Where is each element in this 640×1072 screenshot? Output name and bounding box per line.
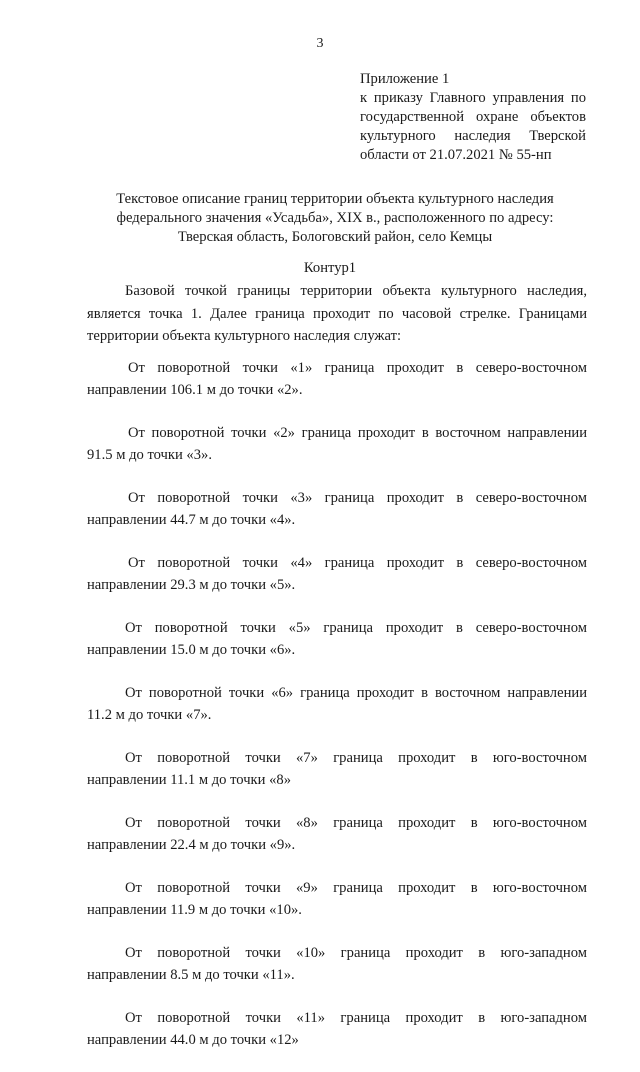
segment-line: От поворотной точки «11» граница проходит в юго-западном bbox=[125, 1009, 587, 1026]
segment-line: направлении 8.5 м до точки «11». bbox=[87, 967, 295, 983]
segment-line: направлении 22.4 м до точки «9». bbox=[87, 837, 296, 853]
segment-line: От поворотной точки «2» граница проходит в восточном направлении bbox=[128, 424, 587, 441]
boundary-segment bbox=[87, 747, 587, 792]
segment-line: направлении 11.9 м до точки «10». bbox=[87, 902, 302, 918]
intro-paragraph bbox=[87, 280, 587, 348]
contour-heading: Контур1 bbox=[303, 260, 357, 276]
segment-line: направлении 11.1 м до точки «8» bbox=[87, 772, 291, 788]
boundary-segment bbox=[87, 812, 587, 857]
segment-line: От поворотной точки «1» граница проходит в северо-восточном bbox=[128, 359, 587, 376]
boundary-segment bbox=[87, 617, 587, 662]
segment-line: 11.2 м до точки «7». bbox=[87, 707, 212, 723]
segment-line: От поворотной точки «9» граница проходит в юго-восточном bbox=[125, 879, 587, 896]
appendix-line: области от 21.07.2021 № 55-нп bbox=[360, 147, 552, 163]
segment-line: направлении 106.1 м до точки «2». bbox=[87, 382, 303, 398]
title-line: Тверская область, Бологовский район, село Кемцы bbox=[177, 229, 493, 245]
appendix-line: к приказу Главного управления по bbox=[360, 90, 586, 106]
intro-line: территории объекта культурного наследия служат: bbox=[87, 328, 402, 344]
segment-line: От поворотной точки «6» граница проходит в восточном направлении bbox=[125, 684, 587, 701]
segment-line: направлении 15.0 м до точки «6». bbox=[87, 642, 296, 658]
segment-line: направлении 29.3 м до точки «5». bbox=[87, 577, 296, 593]
boundary-segment bbox=[87, 1007, 587, 1052]
page-number: 3 bbox=[316, 36, 324, 51]
segment-line: От поворотной точки «7» граница проходит в юго-восточном bbox=[125, 749, 587, 766]
title-line: Текстовое описание границ территории объекта культурного наследия bbox=[116, 191, 554, 207]
segment-line: От поворотной точки «3» граница проходит в северо-восточном bbox=[128, 489, 587, 506]
boundary-segment bbox=[87, 487, 587, 532]
segment-line: От поворотной точки «8» граница проходит в юго-восточном bbox=[125, 814, 587, 831]
segment-line: От поворотной точки «10» граница проходит в юго-западном bbox=[125, 944, 587, 961]
boundary-segment bbox=[87, 552, 587, 597]
appendix-line: государственной охране объектов bbox=[360, 109, 586, 125]
boundary-segment bbox=[87, 422, 587, 467]
document-title bbox=[80, 190, 590, 247]
segment-line: От поворотной точки «4» граница проходит в северо-восточном bbox=[128, 554, 587, 571]
segment-line: направлении 44.0 м до точки «12» bbox=[87, 1032, 299, 1048]
segment-line: направлении 44.7 м до точки «4». bbox=[87, 512, 296, 528]
segment-line: От поворотной точки «5» граница проходит в северо-восточном bbox=[125, 619, 587, 636]
boundary-segment bbox=[87, 942, 587, 987]
intro-line: является точка 1. Далее граница проходит по часовой стрелке. Границами bbox=[87, 305, 587, 322]
document-body bbox=[87, 280, 587, 1072]
appendix-title: Приложение 1 bbox=[360, 71, 450, 87]
appendix-block bbox=[360, 70, 586, 165]
boundary-segment bbox=[87, 877, 587, 922]
segment-line: 91.5 м до точки «3». bbox=[87, 447, 212, 463]
intro-line: Базовой точкой границы территории объекта культурного наследия, bbox=[125, 283, 587, 299]
boundary-segment bbox=[87, 682, 587, 727]
appendix-line: культурного наследия Тверской bbox=[360, 128, 586, 144]
boundary-segment bbox=[87, 357, 587, 402]
title-line: федерального значения «Усадьба», XIX в., расположенного по адресу: bbox=[116, 210, 554, 226]
